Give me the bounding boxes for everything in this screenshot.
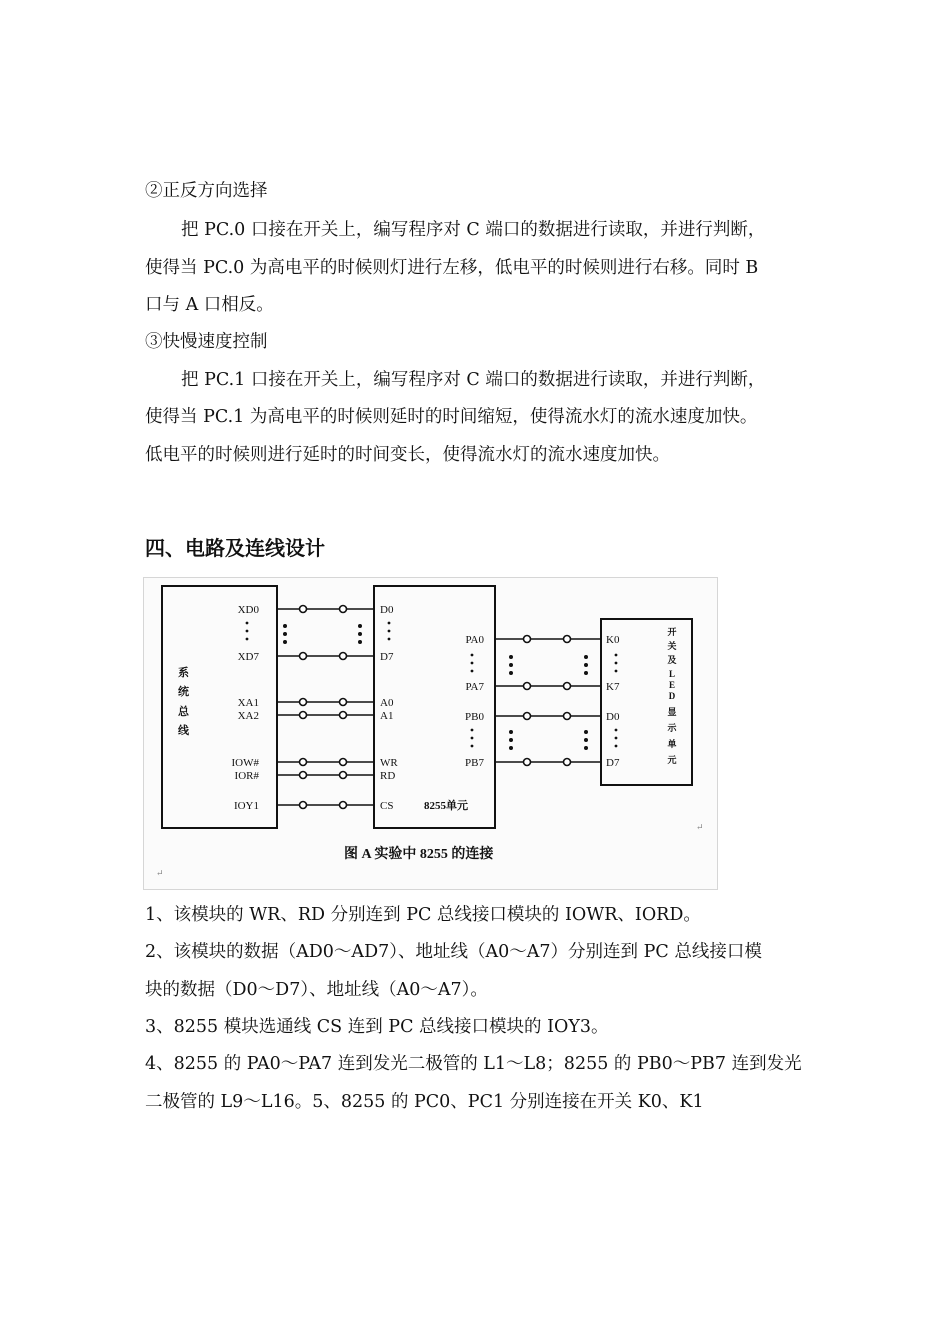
note-line: 4、8255 的 PA0～PA7 连到发光二极管的 L1～L8；8255 的 PB0～PB7 连到发光: [145, 1054, 802, 1074]
svg-text:L: L: [668, 669, 676, 679]
note-line: 二极管的 L9～L16。5、8255 的 PC0、PC1 分别连接在开关 K0、K1: [145, 1092, 704, 1112]
svg-text:↵: ↵: [156, 868, 164, 878]
pin-label: XD0: [237, 604, 259, 616]
section-heading-direction: ②正反方向选择: [145, 181, 268, 201]
svg-text:及: 及: [667, 655, 677, 665]
pin-label: IOR#: [234, 770, 259, 782]
paragraph-line: 把 PC.1 口接在开关上，编写程序对 C 端口的数据进行读取，并进行判断，: [181, 370, 766, 390]
paragraph-line: 低电平的时候则进行延时的时间变长，使得流水灯的流水速度加快。: [145, 445, 670, 465]
svg-text:总: 总: [178, 706, 189, 718]
svg-text:元: 元: [667, 755, 677, 765]
svg-text:单: 单: [667, 739, 677, 749]
pin-label: RD: [380, 770, 396, 782]
note-line: 1、该模块的 WR、RD 分别连到 PC 总线接口模块的 IOWR、IORD。: [145, 905, 701, 925]
svg-text:显: 显: [667, 707, 677, 717]
pin-label: CS: [380, 800, 394, 812]
paragraph-line: 使得当 PC.0 为高电平的时候则灯进行左移，低电平的时候则进行右移。同时 B: [145, 258, 759, 278]
chapter-heading: 四、电路及连线设计: [145, 536, 325, 560]
note-line: 块的数据（D0～D7）、地址线（A0～A7）。: [145, 980, 488, 1000]
port-wires: [495, 636, 601, 766]
svg-text:E: E: [668, 680, 676, 690]
svg-text:系: 系: [178, 667, 189, 679]
section-heading-speed: ③快慢速度控制: [145, 332, 268, 352]
pin-label: D7: [606, 757, 620, 769]
svg-text:D: D: [668, 691, 676, 701]
pin-label: XA2: [237, 710, 259, 722]
pin-label: A0: [380, 697, 394, 709]
svg-text:开: 开: [667, 627, 677, 637]
svg-text:示: 示: [667, 723, 677, 733]
svg-text:关: 关: [667, 641, 677, 651]
circuit-figure: [143, 577, 718, 890]
svg-text:↵: ↵: [696, 822, 704, 832]
pin-label: K7: [606, 681, 620, 693]
circuit-diagram: [144, 578, 717, 889]
svg-text:线: 线: [178, 725, 189, 737]
pin-label: D0: [606, 711, 620, 723]
pin-label: A1: [380, 710, 394, 722]
bus-wires: [277, 606, 374, 809]
pin-label: XD7: [237, 651, 259, 663]
pin-label: PA0: [465, 634, 484, 646]
pin-label: D7: [380, 651, 394, 663]
pin-label: PB7: [465, 757, 484, 769]
pin-label: K0: [606, 634, 620, 646]
note-line: 2、该模块的数据（AD0～AD7）、地址线（A0～A7）分别连到 PC 总线接口模: [145, 942, 762, 962]
paragraph-line: 口与 A 口相反。: [145, 295, 274, 315]
paragraph-line: 使得当 PC.1 为高电平的时候则延时的时间缩短，使得流水灯的流水速度加快。: [145, 407, 758, 427]
pin-label: PA7: [465, 681, 484, 693]
pin-label: D0: [380, 604, 394, 616]
unit-label: [667, 626, 677, 765]
paragraph-line: 把 PC.0 口接在开关上，编写程序对 C 端口的数据进行读取，并进行判断，: [181, 220, 766, 240]
bus-block-label: [178, 665, 190, 737]
pin-label: WR: [380, 757, 398, 769]
figure-caption: 图 A 实验中 8255 的连接: [344, 847, 494, 862]
chip-label: 8255单元: [424, 800, 468, 812]
pin-label: IOY1: [233, 800, 259, 812]
pin-label: XA1: [237, 697, 259, 709]
svg-text:统: 统: [178, 686, 189, 698]
pin-label: IOW#: [231, 757, 259, 769]
note-line: 3、8255 模块选通线 CS 连到 PC 总线接口模块的 IOY3。: [145, 1017, 609, 1037]
pin-label: PB0: [465, 711, 484, 723]
